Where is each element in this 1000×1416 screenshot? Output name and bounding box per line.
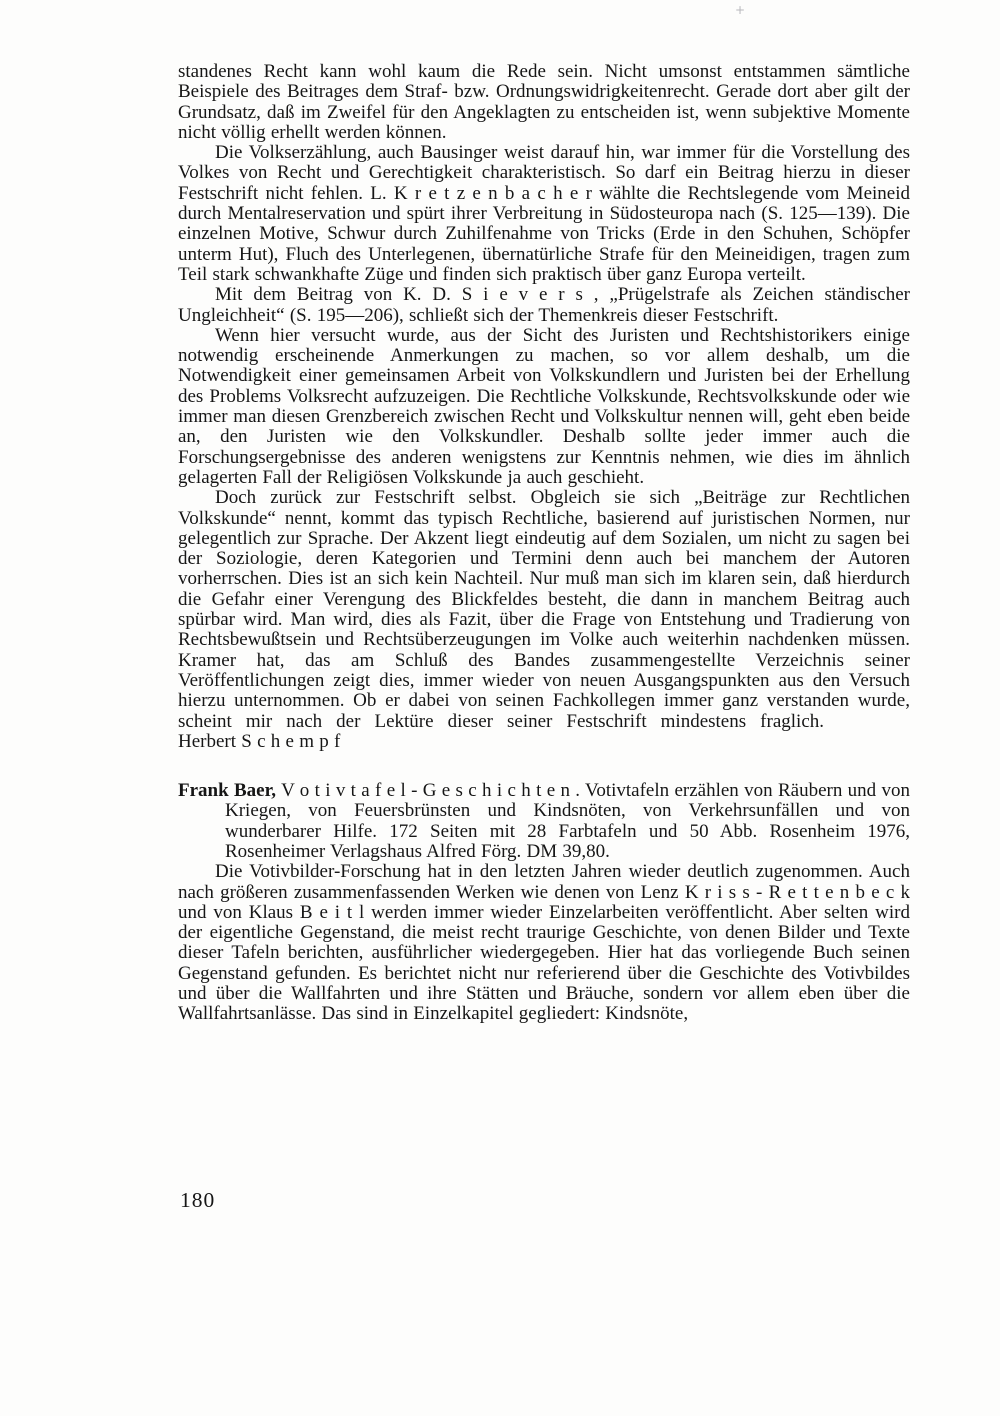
page-text-block xyxy=(178,62,910,1025)
paragraph-volkserzaehlung: Die Volkserzählung, auch Bausinger weist darauf hin, war immer für die Vorstellung des Volkes von Recht und Gerechtigkeit charakteristisch. So darf ein Beitrag hierzu in dieser Festschrift nicht fehlen. L. K r e t z e n b a c h e r wählte die Rechtslegende vom Meineid durch Mentalreservation und spürt ihrer Verbreitung in Südosteuropa nach (S. 125—139). Die einzelnen Motive, Schwur durch Zuhilfenahme von Tricks (Erde in den Schuhen, Schöpfer unterm Hut), Fluch des Unterlegenen, übernatürliche Strafe für den Meineidigen, tragen zum Teil stark schwankhafte Züge und finden sich praktisch über ganz Europa verteilt. xyxy=(178,142,910,285)
paragraph-fazit-text: Doch zurück zur Festschrift selbst. Obgleich sie sich „Beiträge zur Rechtlichen Volkskunde“ nennt, kommt das typisch Rechtliche, basierend auf juristischen Normen, nur gelegentlich zur Sprache. Der Akzent liegt eindeutig auf dem Sozialen, um nicht zu sagen bei der Soziologie, deren Kategorien und Termini denn auch bei manchem der Autoren vorherrschen. Dies ist an sich kein Nachteil. Nur muß man sich im klaren sein, daß hierdurch die Gefahr einer Verengung des Blickfeldes besteht, die dann in manchem Beitrag auch spürbar wird. Man wird, dies als Fazit, über die Frage von Entstehung und Tradierung von Rechtsbewußtsein und Rechtsüberzeugungen im Volke auch weiterhin nachdenken müssen. Kramer hat, das am Schluß des Bandes zusammengestellte Verzeichnis seiner Veröffentlichungen zeigt dies, immer wieder von neuen Ausgangspunkten aus den Versuch hierzu unternommen. Ob er dabei von seinen Fachkollegen immer ganz verstanden wurde, scheint mir nach der Lektüre dieser seiner Festschrift mindestens fraglich. xyxy=(178,487,910,732)
entry-details: Votivtafeln erzählen von Räubern und von Kriegen, von Feuersbrünsten und Kindsnöten, von Verkehrsunfällen und von wunderbarer Hilfe. 172 Seiten mit 28 Farbtafeln und 50 Abb. Rosenheim 1976, Rosenheimer Verlagshaus Alfred Förg. DM 39,80. xyxy=(225,780,910,862)
paragraph-fazit-with-signature xyxy=(178,488,910,752)
paragraph-continuation: standenes Recht kann wohl kaum die Rede sein. Nicht umsonst entstammen sämtliche Beispiele des Beitrages dem Straf- bzw. Ordnungswidrigkeitenrecht. Gerade dort aber gilt der Grundsatz, daß im Zweifel für den Angeklagten zu entscheiden ist, wenn subjektive Momente nicht völlig erhellt werden können. xyxy=(178,61,910,143)
paragraph-votivbilder-forschung: Die Votivbilder-Forschung hat in den letzten Jahren wieder deutlich zugenommen. Auch nach größeren zusammenfassenden Werken wie denen von Lenz K r i s s - R e t t e n b e c k und von Klaus B e i t l werden immer wieder Einzelarbeiten veröffentlicht. Aber selten wird der eigentliche Gegenstand, die meist recht traurige Geschichte, von denen Bilder und Texte dieser Tafeln berichten, ausführlicher wiedergegeben. Hier hat das vorliegende Buch seinen Gegenstand gefunden. Es berichtet nicht nur referierend über die Geschichte des Votivbildes und über die Wallfahrten und ihre Stätten und Bräuche, sondern vor allem eben über die Wallfahrtsanlässe. Das sind in Einzelkapitel gegliedert: Kindsnöte, xyxy=(178,861,910,1025)
entry-author: Frank Baer, xyxy=(178,780,277,802)
entry-title: V o t i v t a f e l - G e s c h i c h t e n . xyxy=(281,780,581,802)
bibliographic-entry xyxy=(178,781,910,862)
page-number: 180 xyxy=(180,1188,216,1212)
paragraph-sievers: Mit dem Beitrag von K. D. S i e v e r s , „Prügelstrafe als Zeichen ständischer Ungleichheit“ (S. 195—206), schließt sich der Themenkreis dieser Festschrift. xyxy=(178,284,910,326)
reviewer-signature: Herbert S c h e m p f xyxy=(178,730,341,752)
paragraph-juristen-volkskundler: Wenn hier versucht wurde, aus der Sicht des Juristen und Rechtshistorikers einige notwendig erscheinende Anmerkungen zu machen, so vor allem deshalb, um die Notwendigkeit einer gemeinsamen Arbeit von Volkskundlern und Juristen bei der Erhellung des Problems Volksrecht aufzuzeigen. Die Rechtliche Volkskunde, Rechtsvolkskunde oder wie immer man diesen Grenzbereich zwischen Recht und Volkskultur nennen will, geht eben beide an, den Juristen wie den Volkskundler. Deshalb sollte jeder immer auch die Forschungsergebnisse des anderen wenigstens zur Kenntnis nehmen, wie dies im ähnlich gelagerten Fall der Religiösen Volkskunde ja auch geschieht. xyxy=(178,324,910,488)
scan-artifact: + xyxy=(735,3,746,17)
